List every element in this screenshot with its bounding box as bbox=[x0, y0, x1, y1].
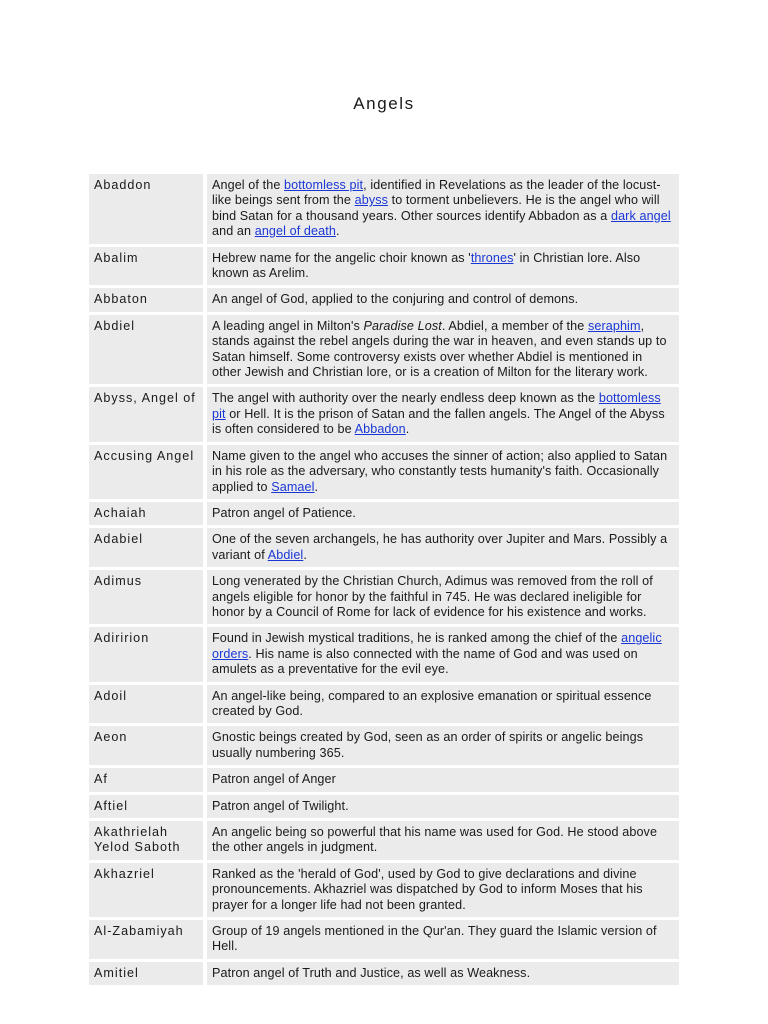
angel-name: Adimus bbox=[89, 570, 207, 624]
table-row bbox=[89, 962, 679, 985]
table-row bbox=[89, 627, 679, 681]
table-row bbox=[89, 502, 679, 525]
angel-name: Abbaton bbox=[89, 288, 207, 311]
description-text: . bbox=[335, 224, 340, 239]
angel-glossary-table bbox=[89, 171, 679, 988]
angel-description bbox=[207, 627, 679, 681]
description-link[interactable]: seraphim bbox=[587, 318, 641, 333]
table-row bbox=[89, 726, 679, 765]
angel-description bbox=[207, 502, 679, 525]
table-row bbox=[89, 528, 679, 567]
description-link[interactable]: bottomless pit bbox=[284, 178, 364, 192]
description-text: Patron angel of Truth and Justice, as well as Weakness. bbox=[212, 965, 531, 980]
table-row bbox=[89, 920, 679, 959]
angel-name: Aeon bbox=[89, 726, 207, 765]
description-text: Patron angel of Anger bbox=[212, 772, 336, 787]
angel-name: Akhazriel bbox=[89, 863, 207, 917]
angel-name: Abdiel bbox=[89, 315, 207, 385]
description-text: . His name is also connected with the name of God and was used on amulets as a preventative for the evil eye. bbox=[212, 646, 638, 677]
table-row bbox=[89, 795, 679, 818]
angel-description bbox=[207, 387, 679, 441]
angel-rows bbox=[89, 174, 679, 985]
description-text: , identified in Revelations as the leader of the locust-like beings sent from the bbox=[212, 178, 661, 208]
description-text: An angel of God, applied to the conjuring and control of demons. bbox=[212, 292, 579, 307]
table-row bbox=[89, 445, 679, 499]
description-link[interactable]: dark angel bbox=[610, 208, 671, 223]
angel-name: Akathrielah Yelod Saboth bbox=[89, 821, 207, 860]
angel-name: Aftiel bbox=[89, 795, 207, 818]
table-row bbox=[89, 288, 679, 311]
table-row bbox=[89, 247, 679, 286]
angel-name: Al-Zabamiyah bbox=[89, 920, 207, 959]
description-text: The angel with authority over the nearly endless deep known as the bbox=[212, 391, 599, 406]
description-text: or Hell. It is the prison of Satan and the fallen angels. The Angel of the Abyss is often considered to be bbox=[212, 406, 665, 437]
angel-description bbox=[207, 795, 679, 818]
description-text: An angel-like being, compared to an explosive emanation or spiritual essence created by God. bbox=[212, 688, 652, 718]
table-row bbox=[89, 315, 679, 385]
description-text: One of the seven archangels, he has authority over Jupiter and Mars. Possibly a variant of bbox=[212, 532, 668, 562]
description-text: Long venerated by the Christian Church, Adimus was removed from the roll of angels eligible for honor by the faithful in 745. He was declared ineligible for honor by a Council of Rome for lack of evidence for his existence and works. bbox=[212, 574, 653, 619]
description-link[interactable]: thrones bbox=[470, 250, 514, 265]
page-title: Angels bbox=[353, 94, 415, 113]
description-text: Group of 19 angels mentioned in the Qur'an. They guard the Islamic version of Hell. bbox=[212, 924, 657, 954]
angel-description bbox=[207, 174, 679, 244]
angel-name: Adiririon bbox=[89, 627, 207, 681]
table-row bbox=[89, 174, 679, 244]
description-text: . bbox=[303, 547, 307, 562]
table-row bbox=[89, 570, 679, 624]
description-link[interactable]: Samael bbox=[271, 479, 315, 494]
angel-description bbox=[207, 315, 679, 385]
angel-description bbox=[207, 685, 679, 724]
description-text: Name given to the angel who accuses the sinner of action; also applied to Satan in his role as the adversary, who constantly tests humanity's faith. Occasionally applied to bbox=[212, 448, 668, 494]
description-text: Gnostic beings created by God, seen as an order of spirits or angelic beings usually numbering 365. bbox=[212, 730, 644, 760]
angel-description bbox=[207, 528, 679, 567]
angel-name: Amitiel bbox=[89, 962, 207, 985]
description-text: Angel of the bbox=[212, 178, 285, 192]
angel-description bbox=[207, 962, 679, 985]
angel-description bbox=[207, 445, 679, 499]
description-link[interactable]: abyss bbox=[354, 193, 389, 208]
description-link[interactable]: angelic orders bbox=[212, 631, 662, 661]
angel-description bbox=[207, 768, 679, 791]
description-text: ' in Christian lore. Also known as Arelim. bbox=[212, 250, 641, 281]
description-link[interactable]: Abdiel bbox=[267, 547, 304, 562]
table-row bbox=[89, 387, 679, 441]
angel-name: Adabiel bbox=[89, 528, 207, 567]
description-text: Patron angel of Twilight. bbox=[212, 798, 349, 813]
angel-name: Achaiah bbox=[89, 502, 207, 525]
description-text: Hebrew name for the angelic choir known as ' bbox=[212, 250, 471, 265]
angel-name: Abaddon bbox=[89, 174, 207, 244]
angel-name: Abyss, Angel of bbox=[89, 387, 207, 441]
table-row bbox=[89, 821, 679, 860]
angel-name: Accusing Angel bbox=[89, 445, 207, 499]
angel-description bbox=[207, 570, 679, 624]
description-text: Found in Jewish mystical traditions, he is ranked among the chief of the bbox=[212, 631, 622, 646]
angel-name: Adoil bbox=[89, 685, 207, 724]
description-text: . Abdiel, a member of the bbox=[441, 318, 588, 333]
angel-description bbox=[207, 920, 679, 959]
description-text: An angelic being so powerful that his name was used for God. He stood above the other angels in judgment. bbox=[212, 825, 658, 855]
angel-description bbox=[207, 863, 679, 917]
description-text: , stands against the rebel angels during the war in heaven, and even stands up to Satan himself. Some controversy exists over whether Abdiel is mentioned in other Jewish and Christian lore, or is a creation of Milton for the literary work. bbox=[212, 318, 667, 380]
description-link[interactable]: Abbadon bbox=[354, 422, 406, 437]
table-row bbox=[89, 768, 679, 791]
description-text: . bbox=[314, 479, 319, 494]
description-link[interactable]: bottomless pit bbox=[212, 391, 661, 421]
description-link[interactable]: angel of death bbox=[254, 224, 336, 239]
description-text: Patron angel of Patience. bbox=[212, 505, 356, 520]
description-text: Ranked as the 'herald of God', used by God to give declarations and divine pronouncements. Akhazriel was dispatched by God to inform Moses that his prayer for a longer life had not been granted. bbox=[212, 866, 643, 912]
description-text: A leading angel in Milton's bbox=[212, 318, 364, 333]
angel-description bbox=[207, 821, 679, 860]
table-row bbox=[89, 685, 679, 724]
angel-description bbox=[207, 726, 679, 765]
angel-description bbox=[207, 288, 679, 311]
description-text: . bbox=[405, 422, 410, 437]
angel-description bbox=[207, 247, 679, 286]
angel-name: Abalim bbox=[89, 247, 207, 286]
angel-name: Af bbox=[89, 768, 207, 791]
table-row bbox=[89, 863, 679, 917]
description-text: to torment unbelievers. He is the angel who will bind Satan for a thousand years. Other sources identify Abbadon as a bbox=[212, 193, 660, 223]
description-italic-text: Paradise Lost bbox=[363, 318, 442, 333]
description-text: and an bbox=[212, 224, 255, 239]
